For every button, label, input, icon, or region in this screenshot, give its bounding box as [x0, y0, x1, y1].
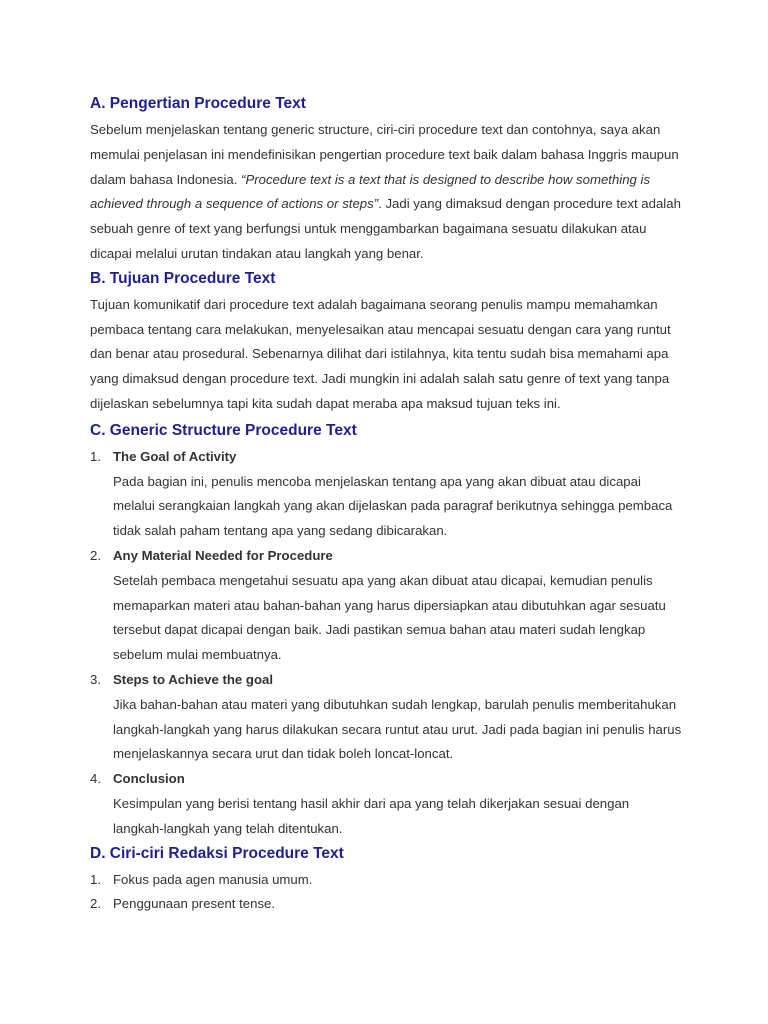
- section-d-heading: D. Ciri-ciri Redaksi Procedure Text: [90, 844, 344, 862]
- list-item-text: Kesimpulan yang berisi tentang hasil akhir dari apa yang telah dikerjakan sesuai dengan langkah-langkah yang telah ditentukan.: [113, 795, 630, 836]
- list-item-number: 1.: [90, 871, 101, 887]
- generic-structure-list: [90, 445, 682, 842]
- list-item-number: 3.: [90, 671, 101, 687]
- list-item: [90, 668, 682, 767]
- section-ciri-ciri: [90, 842, 682, 918]
- section-tujuan: [90, 267, 682, 417]
- list-item-title: Conclusion: [113, 771, 185, 787]
- list-item-text: Fokus pada agen manusia umum.: [113, 871, 313, 887]
- list-item-text: Pada bagian ini, penulis mencoba menjelaskan tentang apa yang akan dibuat atau dicapai melalui serangkaian langkah yang akan dijelaskan pada paragraf berikutnya sehingga pembaca tidak salah paham tentang apa yang sedang dibicarakan.: [113, 473, 673, 539]
- list-item-text: Setelah pembaca mengetahui sesuatu apa yang akan dibuat atau dicapai, kemudian penulis memaparkan materi atau bahan-bahan yang harus dipersiapkan atau dibutuhkan agar sesuatu tersebut dapat dicapai dengan baik. Jadi pastikan semua bahan atau materi sudah lengkap sebelum mulai membuatnya.: [113, 572, 666, 663]
- list-item-title: Steps to Achieve the goal: [113, 671, 273, 687]
- list-item: [90, 445, 682, 544]
- list-item-number: 2.: [90, 547, 101, 563]
- list-item: [90, 868, 682, 893]
- section-b-paragraph: Tujuan komunikatif dari procedure text adalah bagaimana seorang penulis mampu memahamkan pembaca tentang cara melakukan, menyelesaikan atau mencapai sesuatu dengan cara yang runtut dan benar atau prosedural. Sebenarnya dilihat dari istilahnya, kita tentu sudah bisa memahami apa yang dimaksud dengan procedure text. Jadi mungkin ini adalah salah satu genre of text yang tanpa dijelaskan sebelumnya tapi kita sudah dapat meraba apa maksud tujuan teks ini.: [90, 296, 671, 411]
- section-c-heading: C. Generic Structure Procedure Text: [90, 421, 357, 439]
- section-a-paragraph: [90, 118, 682, 267]
- section-pengertian: [90, 92, 682, 267]
- list-item: [90, 767, 682, 841]
- list-item-number: 1.: [90, 448, 101, 464]
- section-a-quote: “Procedure text is a text that is designed to describe how something is achieved through a sequence of actions or steps”: [90, 171, 651, 212]
- list-item-text: Penggunaan present tense.: [113, 896, 276, 912]
- list-item: [90, 892, 682, 917]
- section-a-text-before: Sebelum menjelaskan tentang generic structure, ciri-ciri procedure text dan contohnya, saya akan memulai penjelasan ini mendefinisikan pengertian procedure text baik dalam bahasa Inggris maupun dalam bahasa Indonesia.: [90, 122, 679, 187]
- list-item-number: 2.: [90, 896, 101, 912]
- list-item: [90, 544, 682, 668]
- list-item-title: The Goal of Activity: [113, 448, 237, 464]
- list-item-title: Any Material Needed for Procedure: [113, 547, 333, 563]
- section-a-text-after: . Jadi yang dimaksud dengan procedure text adalah sebuah genre of text yang berfungsi untuk menggambarkan bagaimana sesuatu dilakukan atau dicapai melalui urutan tindakan atau langkah yang benar.: [90, 196, 681, 261]
- list-item-number: 4.: [90, 771, 101, 787]
- document-content: [90, 92, 682, 917]
- section-generic-structure: [90, 419, 682, 842]
- ciri-ciri-list: [90, 868, 682, 918]
- list-item-text: Jika bahan-bahan atau materi yang dibutuhkan sudah lengkap, barulah penulis memberitahukan langkah-langkah yang harus dilakukan secara runtut atau urut. Jadi pada bagian ini penulis harus menjelaskannya secara urut dan tidak boleh loncat-loncat.: [113, 696, 682, 762]
- section-b-heading: B. Tujuan Procedure Text: [90, 269, 276, 287]
- section-a-heading: A. Pengertian Procedure Text: [90, 95, 306, 112]
